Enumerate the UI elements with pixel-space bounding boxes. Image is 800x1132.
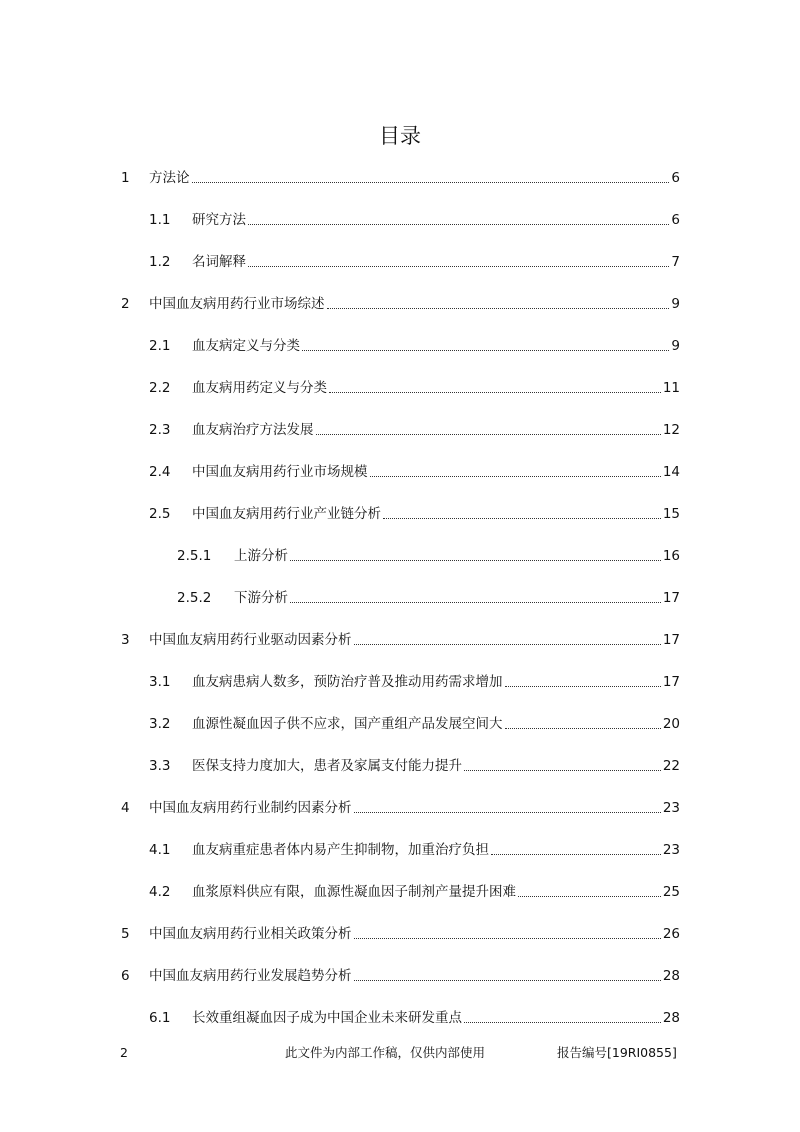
toc-entry-text: 长效重组凝血因子成为中国企业未来研发重点 (192, 1010, 462, 1026)
toc-entry-number: 2 (121, 296, 130, 312)
toc-entry-line (192, 673, 680, 691)
toc-entry-page: 20 (662, 716, 680, 732)
toc-entry[interactable] (0, 839, 800, 861)
toc-entry-number: 2.4 (149, 464, 171, 480)
page-footer (0, 1044, 800, 1066)
toc-entry[interactable] (0, 167, 800, 189)
toc-entry[interactable] (0, 293, 800, 315)
toc-entry-number: 2.5 (149, 506, 171, 522)
toc-entry-line (192, 757, 680, 775)
footer-notice: 此文件为内部工作稿，仅供内部使用 (285, 1045, 486, 1060)
toc-entry-page: 25 (662, 884, 680, 900)
toc-entry-page: 28 (662, 968, 680, 984)
toc-entry-number: 3.3 (149, 758, 171, 774)
toc-leader-dots (327, 308, 670, 309)
toc-entry[interactable] (0, 1007, 800, 1029)
toc-entry-text: 血浆原料供应有限，血源性凝血因子制剂产量提升困难 (192, 884, 516, 900)
toc-entry-page: 12 (662, 422, 680, 438)
toc-entry[interactable] (0, 335, 800, 357)
toc-entry[interactable] (0, 881, 800, 903)
toc-entry[interactable] (0, 419, 800, 441)
toc-title: 目录 (379, 124, 421, 148)
toc-entry-line (149, 631, 680, 649)
toc-entry-number: 5 (121, 926, 130, 942)
toc-entry-line (192, 715, 680, 733)
toc-entry-page: 28 (662, 1010, 680, 1026)
toc-entry-line (192, 1009, 680, 1027)
toc-entry[interactable] (0, 713, 800, 735)
toc-entry-line (192, 505, 680, 523)
toc-leader-dots (518, 896, 661, 897)
toc-entry-page: 17 (662, 632, 680, 648)
toc-entry-text: 血源性凝血因子供不应求，国产重组产品发展空间大 (192, 716, 503, 732)
toc-entry-line (149, 925, 680, 943)
toc-entry-text: 上游分析 (234, 548, 288, 564)
toc-leader-dots (192, 182, 670, 183)
toc-entry-line (149, 967, 680, 985)
toc-entry[interactable] (0, 797, 800, 819)
toc-leader-dots (248, 266, 669, 267)
toc-entry-line (149, 799, 680, 817)
toc-leader-dots (505, 686, 661, 687)
toc-entry-text: 中国血友病用药行业制约因素分析 (149, 800, 352, 816)
toc-leader-dots (248, 224, 669, 225)
toc-entry-text: 血友病患病人数多，预防治疗普及推动用药需求增加 (192, 674, 503, 690)
toc-entry-line (234, 589, 680, 607)
toc-entry-number: 3.2 (149, 716, 171, 732)
toc-entry-number: 3 (121, 632, 130, 648)
toc-entry[interactable] (0, 503, 800, 525)
toc-entry-text: 下游分析 (234, 590, 288, 606)
toc-entry-number: 2.5.1 (177, 548, 212, 564)
toc-leader-dots (491, 854, 661, 855)
toc-entry-text: 血友病治疗方法发展 (192, 422, 314, 438)
toc-entry-page: 9 (671, 296, 680, 312)
toc-entry[interactable] (0, 251, 800, 273)
toc-entry[interactable] (0, 377, 800, 399)
toc-entry-line (149, 169, 680, 187)
toc-entry-text: 血友病定义与分类 (192, 338, 300, 354)
toc-entry-number: 4.1 (149, 842, 171, 858)
toc-entry-number: 1.1 (149, 212, 171, 228)
toc-entry-text: 中国血友病用药行业市场综述 (149, 296, 325, 312)
toc-entry-page: 22 (662, 758, 680, 774)
toc-entry[interactable] (0, 923, 800, 945)
toc-entry-number: 4 (121, 800, 130, 816)
toc-leader-dots (354, 980, 661, 981)
toc-entry-text: 血友病用药定义与分类 (192, 380, 327, 396)
toc-entry[interactable] (0, 587, 800, 609)
toc-entry-page: 23 (662, 842, 680, 858)
toc-leader-dots (370, 476, 661, 477)
toc-entry-page: 17 (662, 590, 680, 606)
toc-entry-page: 11 (662, 380, 680, 396)
toc-entry-text: 中国血友病用药行业驱动因素分析 (149, 632, 352, 648)
toc-entry-number: 4.2 (149, 884, 171, 900)
toc-leader-dots (316, 434, 661, 435)
toc-entry-line (192, 337, 680, 355)
toc-entry-line (192, 463, 680, 481)
toc-leader-dots (329, 392, 661, 393)
toc-leader-dots (383, 518, 661, 519)
toc-leader-dots (354, 812, 661, 813)
toc-entry-line (192, 841, 680, 859)
toc-entry-text: 名词解释 (192, 254, 246, 270)
toc-entry-number: 6.1 (149, 1010, 171, 1026)
toc-entry-page: 15 (662, 506, 680, 522)
toc-entry-text: 中国血友病用药行业发展趋势分析 (149, 968, 352, 984)
toc-entry[interactable] (0, 965, 800, 987)
toc-entry[interactable] (0, 629, 800, 651)
toc-entry-line (192, 253, 680, 271)
toc-leader-dots (464, 1022, 661, 1023)
footer-report-id: 报告编号[19RI0855] (557, 1045, 677, 1060)
toc-entry-page: 9 (671, 338, 680, 354)
toc-entry-text: 血友病重症患者体内易产生抑制物，加重治疗负担 (192, 842, 489, 858)
toc-entry-number: 1.2 (149, 254, 171, 270)
toc-leader-dots (354, 938, 661, 939)
toc-entry-page: 16 (662, 548, 680, 564)
toc-entry-page: 23 (662, 800, 680, 816)
toc-entry-number: 1 (121, 170, 130, 186)
toc-entry-line (192, 379, 680, 397)
toc-entry-line (192, 421, 680, 439)
toc-entry-number: 2.1 (149, 338, 171, 354)
toc-leader-dots (290, 560, 661, 561)
toc-leader-dots (464, 770, 661, 771)
toc-entry-text: 中国血友病用药行业产业链分析 (192, 506, 381, 522)
toc-entry-page: 6 (671, 170, 680, 186)
toc-entry[interactable] (0, 755, 800, 777)
toc-entry-text: 研究方法 (192, 212, 246, 228)
toc-entry-page: 6 (671, 212, 680, 228)
toc-entry[interactable] (0, 545, 800, 567)
toc-entry[interactable] (0, 209, 800, 231)
toc-entry-text: 方法论 (149, 170, 190, 186)
toc-entry-page: 7 (671, 254, 680, 270)
toc-entry-page: 17 (662, 674, 680, 690)
toc-entry-text: 医保支持力度加大，患者及家属支付能力提升 (192, 758, 462, 774)
toc-entry-line (192, 883, 680, 901)
toc-entry[interactable] (0, 461, 800, 483)
toc-leader-dots (302, 350, 669, 351)
toc-entry-line (192, 211, 680, 229)
toc-leader-dots (354, 644, 661, 645)
toc-entry-number: 2.3 (149, 422, 171, 438)
toc-entry-page: 26 (662, 926, 680, 942)
toc-entry[interactable] (0, 671, 800, 693)
toc-entry-number: 2.2 (149, 380, 171, 396)
toc-entry-number: 3.1 (149, 674, 171, 690)
toc-entry-text: 中国血友病用药行业相关政策分析 (149, 926, 352, 942)
toc-entry-line (149, 295, 680, 313)
toc-leader-dots (290, 602, 661, 603)
toc-entry-line (234, 547, 680, 565)
toc-entry-text: 中国血友病用药行业市场规模 (192, 464, 368, 480)
toc-entry-number: 6 (121, 968, 130, 984)
toc-leader-dots (505, 728, 661, 729)
toc-entry-number: 2.5.2 (177, 590, 212, 606)
footer-page-number: 2 (120, 1045, 128, 1060)
toc-entry-page: 14 (662, 464, 680, 480)
